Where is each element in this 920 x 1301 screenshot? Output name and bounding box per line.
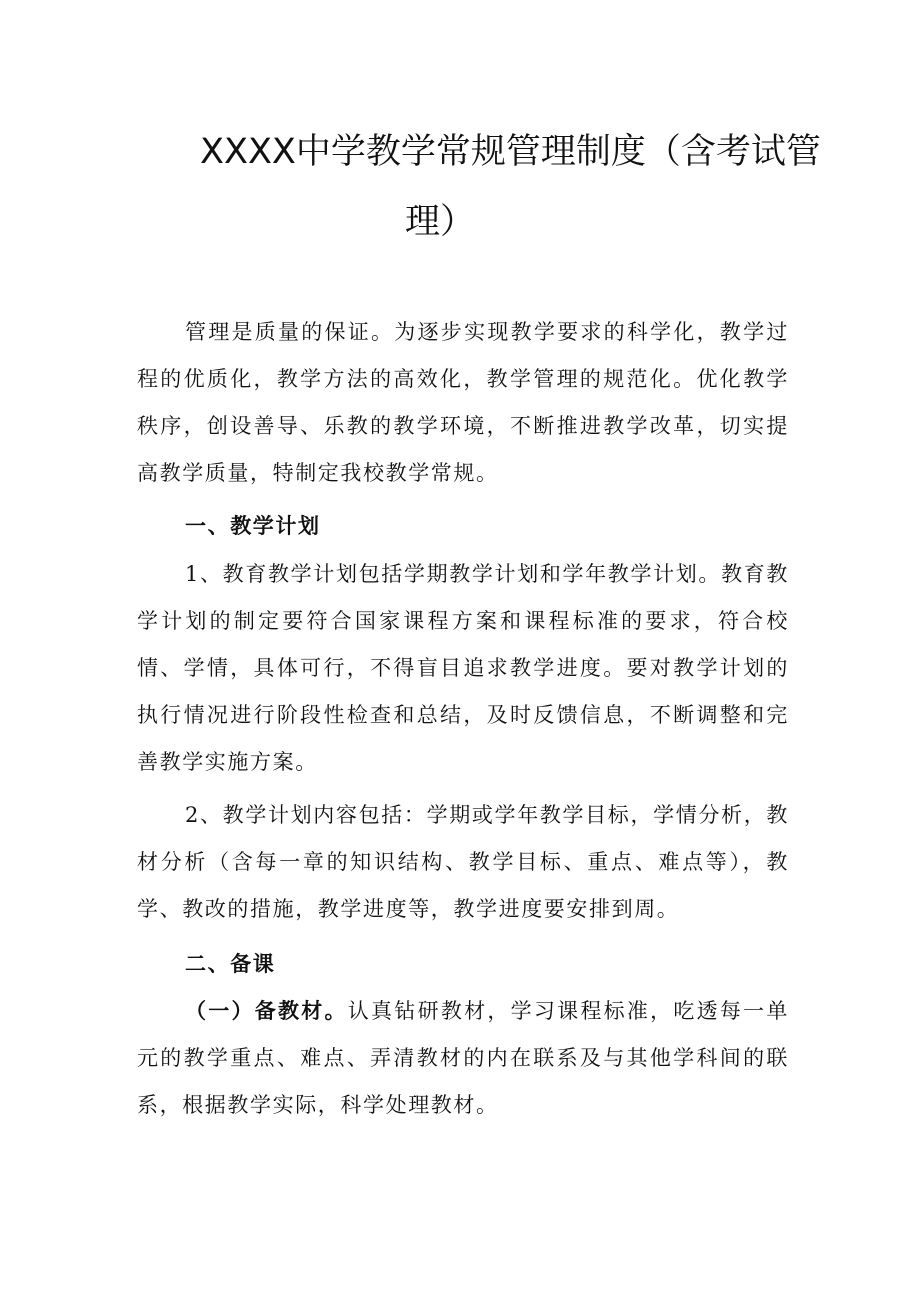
section2-sub1-lead: （一）备教材。 bbox=[185, 999, 348, 1023]
document-title-line-2: 理） bbox=[405, 202, 476, 242]
section-heading-lesson-prep: 二、备课 bbox=[185, 952, 276, 976]
section1-item2-paragraph: 2、教学计划内容包括：学期或学年教学目标，学情分析，教材分析（含每一章的知识结构、教学目标、重点、难点等），教学、教改的措施，教学进度等，教学进度要安排到周。 bbox=[137, 803, 789, 921]
intro-paragraph: 管理是质量的保证。为逐步实现教学要求的科学化，教学过程的优质化，教学方法的高效化，教学管理的规范化。优化教学秩序，创设善导、乐教的教学环境，不断推进教学改革，切实提高教学质量，特制定我校教学常规。 bbox=[137, 320, 789, 485]
section2-sub1-text: 认真钻研教材，学习课程标准，吃透每一单元的教学重点、难点、弄清教材的内在联系及与其他学科间的联系，根据教学实际，科学处理教材。 bbox=[137, 999, 789, 1117]
section1-item1-paragraph: 1、教育教学计划包括学期教学计划和学年教学计划。教育教学计划的制定要符合国家课程方案和课程标准的要求，符合校情、学情，具体可行，不得盲目追求教学进度。要对教学计划的执行情况进行阶段性检查和总结，及时反馈信息，不断调整和完善教学实施方案。 bbox=[137, 562, 789, 774]
section2-sub1-paragraph bbox=[137, 988, 789, 1129]
document-title-line-1: XXXX中学教学常规管理制度（含考试管 bbox=[200, 132, 821, 172]
section-heading-teaching-plan: 一、教学计划 bbox=[185, 514, 321, 538]
